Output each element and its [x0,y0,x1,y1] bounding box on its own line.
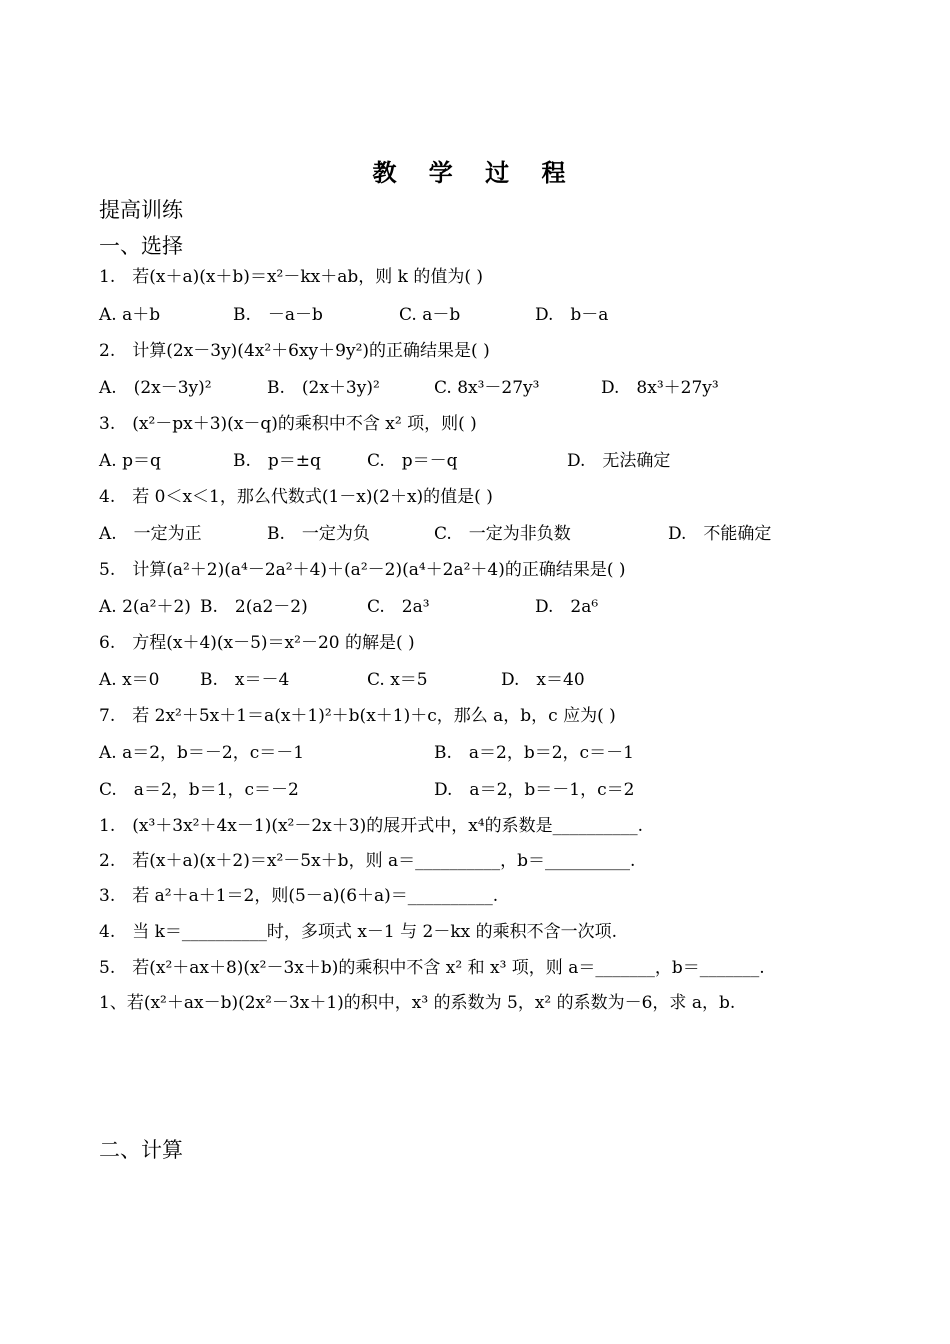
question-4-option-a: A. 一定为正 [99,524,202,544]
question-2-option-a: A. (2x－3y)² [99,378,212,398]
question-2-option-c: C. 8x³－27y³ [434,378,540,398]
question-6-option-b: B. x＝－4 [200,670,290,690]
question-1-option-d: D. b－a [535,305,609,325]
question-5-stem: 5. 计算(a²＋2)(a⁴－2a²＋4)＋(a²－2)(a⁴＋2a²＋4)的正确结果是( ) [99,560,626,580]
question-2-stem: 2. 计算(2x－3y)(4x²＋6xy＋9y²)的正确结果是( ) [99,341,490,361]
question-1-option-a: A. a＋b [99,305,161,325]
fill-blank-4: 4. 当 k＝__________时，多项式 x－1 与 2－kx 的乘积不含一次项. [99,922,618,942]
question-7-option-a: A. a＝2，b＝－2，c＝－1 [99,743,305,763]
question-2-option-d: D. 8x³＋27y³ [601,378,719,398]
question-3-option-d: D. 无法确定 [567,451,671,471]
problem-1: 1、若(x²＋ax－b)(2x²－3x＋1)的积中，x³ 的系数为 5，x² 的系数为－6，求 a，b. [99,993,736,1013]
question-1-option-c: C. a－b [399,305,461,325]
question-1-option-b: B. －a－b [233,305,323,325]
fill-blank-5: 5. 若(x²＋ax＋8)(x²－3x＋b)的乘积中不含 x² 和 x³ 项，则 a＝_______，b＝_______. [99,958,765,978]
question-5-option-b: B. 2(a2－2) [200,597,308,617]
question-7-option-c: C. a＝2，b＝1，c＝－2 [99,780,299,800]
subtitle: 提高训练 [99,198,183,222]
question-7-option-d: D. a＝2，b＝－1，c＝2 [434,780,635,800]
question-4-option-b: B. 一定为负 [267,524,370,544]
question-6-stem: 6. 方程(x＋4)(x－5)＝x²－20 的解是( ) [99,633,415,653]
section-heading-calc: 二、计算 [99,1138,183,1162]
question-3-option-a: A. p＝q [99,451,161,471]
question-7-stem: 7. 若 2x²＋5x＋1＝a(x＋1)²＋b(x＋1)＋c，那么 a，b，c 应为( ) [99,706,616,726]
question-4-option-c: C. 一定为非负数 [434,524,571,544]
question-5-option-c: C. 2a³ [367,597,430,617]
section-heading-choice: 一、选择 [99,234,183,258]
fill-blank-3: 3. 若 a²＋a＋1＝2，则(5－a)(6＋a)＝__________. [99,886,499,906]
question-7-option-b: B. a＝2，b＝2，c＝－1 [434,743,634,763]
question-4-option-d: D. 不能确定 [668,524,772,544]
question-5-option-a: A. 2(a²＋2) [99,597,191,617]
fill-blank-2: 2. 若(x＋a)(x＋2)＝x²－5x＋b，则 a＝__________，b＝__________. [99,851,636,871]
page-title: 教 学 过 程 [372,159,578,187]
question-6-option-c: C. x＝5 [367,670,428,690]
question-6-option-d: D. x＝40 [501,670,585,690]
question-6-option-a: A. x＝0 [99,670,160,690]
question-3-stem: 3. (x²－px＋3)(x－q)的乘积中不含 x² 项，则( ) [99,414,477,434]
question-1-stem: 1. 若(x＋a)(x＋b)＝x²－kx＋ab，则 k 的值为( ) [99,267,484,287]
question-3-option-b: B. p＝±q [233,451,321,471]
question-3-option-c: C. p＝－q [367,451,458,471]
question-5-option-d: D. 2a⁶ [535,597,599,617]
question-4-stem: 4. 若 0＜x＜1，那么代数式(1－x)(2＋x)的值是( ) [99,487,493,507]
fill-blank-1: 1. (x³＋3x²＋4x－1)(x²－2x＋3)的展开式中，x⁴的系数是__________. [99,816,644,836]
question-2-option-b: B. (2x＋3y)² [267,378,380,398]
